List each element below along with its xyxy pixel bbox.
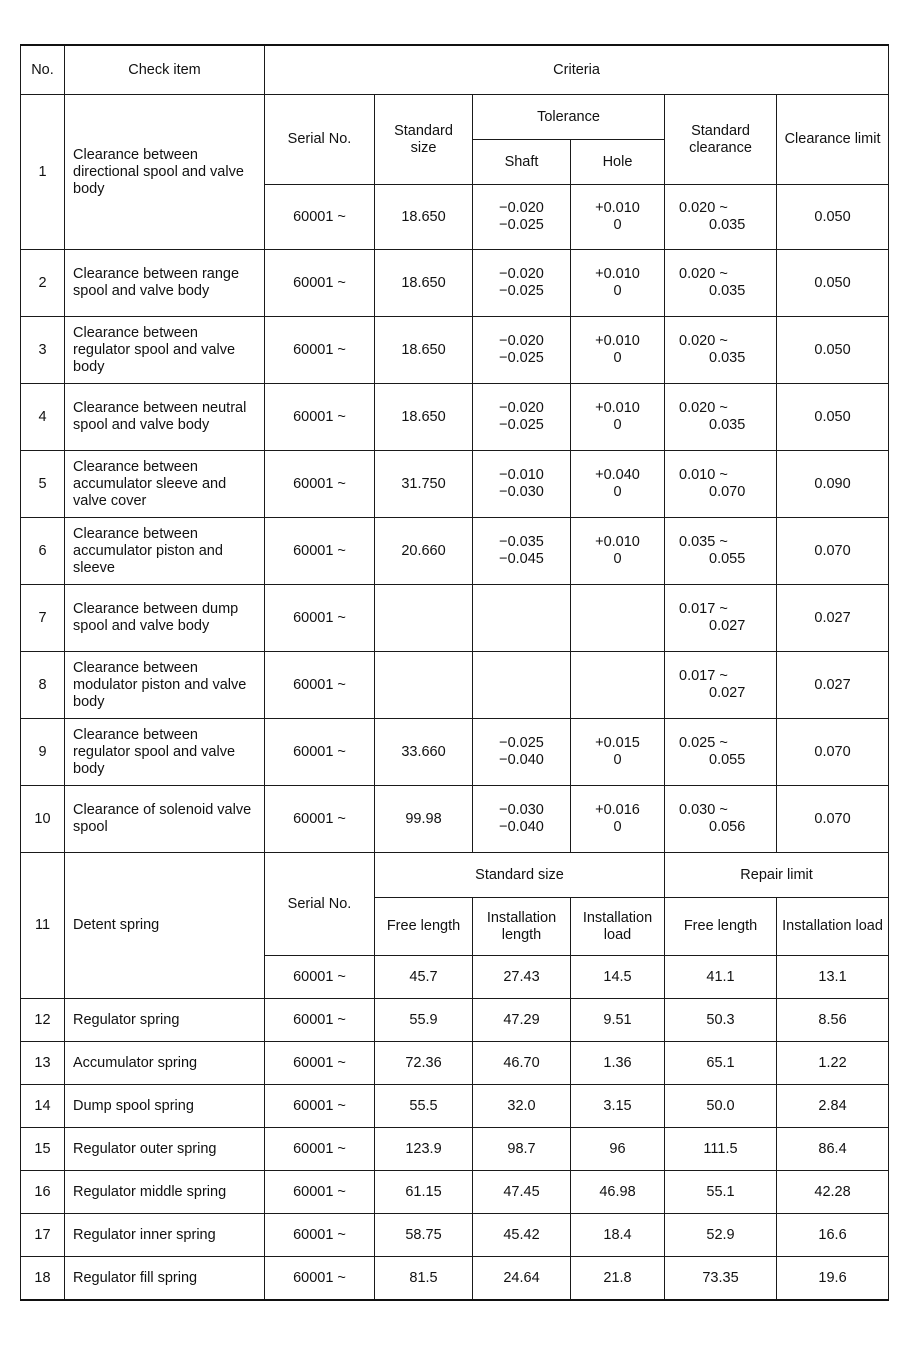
repair-free-length: 41.1 — [665, 956, 777, 999]
standard-size: 33.660 — [375, 719, 473, 786]
hole-upper: +0.010 — [595, 400, 640, 416]
row-no: 5 — [21, 451, 65, 518]
free-length: 72.36 — [375, 1042, 473, 1085]
row-no: 2 — [21, 250, 65, 317]
hole-upper: +0.016 — [595, 802, 640, 818]
clearance-limit: 0.027 — [777, 585, 889, 652]
subheader-shaft: Shaft — [473, 140, 571, 185]
serial-no: 60001 ~ — [265, 185, 375, 250]
serial-no: 60001 ~ — [265, 384, 375, 451]
hole-upper: +0.010 — [595, 534, 640, 550]
subheader-free-length: Free length — [375, 898, 473, 956]
clearance-subheader-row — [21, 95, 889, 140]
row-no: 3 — [21, 317, 65, 384]
check-item: Dump spool spring — [65, 1085, 265, 1128]
shaft-upper: −0.025 — [499, 735, 544, 751]
repair-free-length: 52.9 — [665, 1214, 777, 1257]
shaft-tolerance — [473, 652, 571, 719]
standard-clearance — [665, 451, 777, 518]
installation-load: 3.15 — [571, 1085, 665, 1128]
subheader-repair-limit: Repair limit — [665, 853, 889, 898]
standard-size: 18.650 — [375, 317, 473, 384]
shaft-lower: −0.040 — [499, 819, 544, 835]
shaft-upper: −0.020 — [499, 200, 544, 216]
check-item: Regulator middle spring — [65, 1171, 265, 1214]
serial-no: 60001 ~ — [265, 585, 375, 652]
repair-free-length: 50.3 — [665, 999, 777, 1042]
shaft-upper: −0.030 — [499, 802, 544, 818]
standard-clearance — [665, 384, 777, 451]
clearance-limit: 0.050 — [777, 317, 889, 384]
hole-lower: 0 — [613, 819, 622, 835]
installation-load: 1.36 — [571, 1042, 665, 1085]
spring-subheader-row — [21, 853, 889, 898]
row-no: 18 — [21, 1257, 65, 1301]
hole-upper: +0.010 — [595, 333, 640, 349]
row-no: 13 — [21, 1042, 65, 1085]
serial-no: 60001 ~ — [265, 1171, 375, 1214]
shaft-lower: −0.025 — [499, 417, 544, 433]
repair-installation-load: 16.6 — [777, 1214, 889, 1257]
clearance-limit: 0.070 — [777, 518, 889, 585]
hole-lower: 0 — [613, 484, 622, 500]
hole-tolerance — [571, 185, 665, 250]
spec-table-sheet — [20, 44, 888, 1301]
serial-no: 60001 ~ — [265, 518, 375, 585]
row-no: 1 — [21, 95, 65, 250]
clearance-min: 0.017 ~ — [679, 668, 728, 684]
repair-installation-load: 13.1 — [777, 956, 889, 999]
repair-free-length: 55.1 — [665, 1171, 777, 1214]
header-row — [21, 45, 889, 95]
row-no: 4 — [21, 384, 65, 451]
table-row — [21, 786, 889, 853]
clearance-limit: 0.070 — [777, 786, 889, 853]
hole-upper: +0.040 — [595, 467, 640, 483]
row-no: 12 — [21, 999, 65, 1042]
free-length: 81.5 — [375, 1257, 473, 1301]
check-item: Regulator spring — [65, 999, 265, 1042]
installation-length: 47.29 — [473, 999, 571, 1042]
repair-free-length: 50.0 — [665, 1085, 777, 1128]
hole-tolerance — [571, 451, 665, 518]
subheader-rl-free-length: Free length — [665, 898, 777, 956]
row-no: 17 — [21, 1214, 65, 1257]
hole-upper: +0.010 — [595, 266, 640, 282]
check-item: Clearance between accumulator sleeve and valve cover — [65, 451, 265, 518]
clearance-max: 0.055 — [709, 551, 746, 567]
hole-tolerance — [571, 384, 665, 451]
hole-upper: +0.015 — [595, 735, 640, 751]
row-no: 10 — [21, 786, 65, 853]
hole-lower: 0 — [613, 417, 622, 433]
clearance-max: 0.035 — [709, 283, 746, 299]
serial-no: 60001 ~ — [265, 719, 375, 786]
free-length: 55.5 — [375, 1085, 473, 1128]
installation-length: 24.64 — [473, 1257, 571, 1301]
clearance-limit: 0.070 — [777, 719, 889, 786]
shaft-tolerance — [473, 451, 571, 518]
hole-tolerance — [571, 652, 665, 719]
shaft-tolerance — [473, 518, 571, 585]
row-no: 8 — [21, 652, 65, 719]
subheader-installation-length: Installation length — [473, 898, 571, 956]
repair-installation-load: 19.6 — [777, 1257, 889, 1301]
repair-installation-load: 86.4 — [777, 1128, 889, 1171]
subheader-clearance-limit: Clearance limit — [777, 95, 889, 185]
table-row — [21, 1128, 889, 1171]
check-item: Clearance between regulator spool and valve body — [65, 317, 265, 384]
hole-lower: 0 — [613, 217, 622, 233]
clearance-max: 0.035 — [709, 350, 746, 366]
standard-clearance — [665, 250, 777, 317]
standard-size: 20.660 — [375, 518, 473, 585]
row-no: 15 — [21, 1128, 65, 1171]
standard-size — [375, 585, 473, 652]
table-row — [21, 1171, 889, 1214]
serial-no: 60001 ~ — [265, 1214, 375, 1257]
clearance-max: 0.027 — [709, 618, 746, 634]
installation-length: 47.45 — [473, 1171, 571, 1214]
standard-clearance — [665, 185, 777, 250]
check-item: Accumulator spring — [65, 1042, 265, 1085]
free-length: 58.75 — [375, 1214, 473, 1257]
clearance-min: 0.020 ~ — [679, 333, 728, 349]
hole-upper: +0.010 — [595, 200, 640, 216]
installation-length: 45.42 — [473, 1214, 571, 1257]
serial-no: 60001 ~ — [265, 317, 375, 384]
hole-tolerance — [571, 786, 665, 853]
table-row — [21, 250, 889, 317]
serial-no: 60001 ~ — [265, 956, 375, 999]
standard-clearance — [665, 518, 777, 585]
check-item: Detent spring — [65, 853, 265, 999]
serial-no: 60001 ~ — [265, 999, 375, 1042]
clearance-min: 0.035 ~ — [679, 534, 728, 550]
check-item: Clearance between range spool and valve body — [65, 250, 265, 317]
free-length: 55.9 — [375, 999, 473, 1042]
standard-size: 18.650 — [375, 384, 473, 451]
clearance-max: 0.070 — [709, 484, 746, 500]
serial-no: 60001 ~ — [265, 250, 375, 317]
standard-clearance — [665, 585, 777, 652]
check-item: Clearance between directional spool and valve body — [65, 95, 265, 250]
installation-load: 18.4 — [571, 1214, 665, 1257]
installation-load: 21.8 — [571, 1257, 665, 1301]
hole-tolerance — [571, 585, 665, 652]
serial-no: 60001 ~ — [265, 1085, 375, 1128]
hole-lower: 0 — [613, 350, 622, 366]
check-item: Clearance between modulator piston and valve body — [65, 652, 265, 719]
shaft-tolerance — [473, 185, 571, 250]
clearance-min: 0.030 ~ — [679, 802, 728, 818]
installation-length: 27.43 — [473, 956, 571, 999]
clearance-max: 0.056 — [709, 819, 746, 835]
clearance-min: 0.025 ~ — [679, 735, 728, 751]
free-length: 45.7 — [375, 956, 473, 999]
hole-tolerance — [571, 317, 665, 384]
clearance-limit: 0.050 — [777, 250, 889, 317]
free-length: 61.15 — [375, 1171, 473, 1214]
shaft-lower: −0.045 — [499, 551, 544, 567]
subheader-standard-size: Standard size — [375, 853, 665, 898]
table-row — [21, 1085, 889, 1128]
shaft-tolerance — [473, 384, 571, 451]
standard-size — [375, 652, 473, 719]
shaft-tolerance — [473, 317, 571, 384]
standard-clearance — [665, 719, 777, 786]
shaft-upper: −0.010 — [499, 467, 544, 483]
subheader-standard-clearance: Standard clearance — [665, 95, 777, 185]
serial-no: 60001 ~ — [265, 451, 375, 518]
shaft-lower: −0.025 — [499, 350, 544, 366]
row-no: 6 — [21, 518, 65, 585]
repair-installation-load: 1.22 — [777, 1042, 889, 1085]
repair-free-length: 73.35 — [665, 1257, 777, 1301]
table-row — [21, 1257, 889, 1301]
standard-clearance — [665, 652, 777, 719]
clearance-min: 0.020 ~ — [679, 266, 728, 282]
spec-table — [20, 44, 889, 1301]
standard-clearance — [665, 317, 777, 384]
clearance-max: 0.035 — [709, 417, 746, 433]
check-item: Regulator outer spring — [65, 1128, 265, 1171]
installation-load: 14.5 — [571, 956, 665, 999]
clearance-limit: 0.090 — [777, 451, 889, 518]
row-no: 16 — [21, 1171, 65, 1214]
installation-length: 32.0 — [473, 1085, 571, 1128]
serial-no: 60001 ~ — [265, 786, 375, 853]
table-row — [21, 999, 889, 1042]
serial-no: 60001 ~ — [265, 1257, 375, 1301]
standard-size: 99.98 — [375, 786, 473, 853]
header-no: No. — [21, 45, 65, 95]
table-row — [21, 585, 889, 652]
clearance-max: 0.027 — [709, 685, 746, 701]
shaft-upper: −0.020 — [499, 333, 544, 349]
shaft-lower: −0.040 — [499, 752, 544, 768]
hole-lower: 0 — [613, 752, 622, 768]
installation-load: 96 — [571, 1128, 665, 1171]
clearance-limit: 0.050 — [777, 185, 889, 250]
installation-length: 98.7 — [473, 1128, 571, 1171]
hole-lower: 0 — [613, 551, 622, 567]
table-row — [21, 1214, 889, 1257]
check-item: Clearance of solenoid valve spool — [65, 786, 265, 853]
subheader-hole: Hole — [571, 140, 665, 185]
standard-clearance — [665, 786, 777, 853]
check-item: Clearance between neutral spool and valve body — [65, 384, 265, 451]
clearance-min: 0.010 ~ — [679, 467, 728, 483]
table-row — [21, 719, 889, 786]
clearance-limit: 0.050 — [777, 384, 889, 451]
check-item: Regulator fill spring — [65, 1257, 265, 1301]
shaft-lower: −0.025 — [499, 217, 544, 233]
clearance-max: 0.035 — [709, 217, 746, 233]
clearance-min: 0.020 ~ — [679, 400, 728, 416]
standard-size: 31.750 — [375, 451, 473, 518]
clearance-limit: 0.027 — [777, 652, 889, 719]
shaft-lower: −0.030 — [499, 484, 544, 500]
repair-installation-load: 2.84 — [777, 1085, 889, 1128]
subheader-tolerance: Tolerance — [473, 95, 665, 140]
check-item: Clearance between regulator spool and valve body — [65, 719, 265, 786]
clearance-max: 0.055 — [709, 752, 746, 768]
hole-lower: 0 — [613, 283, 622, 299]
clearance-min: 0.017 ~ — [679, 601, 728, 617]
installation-length: 46.70 — [473, 1042, 571, 1085]
installation-load: 46.98 — [571, 1171, 665, 1214]
shaft-upper: −0.020 — [499, 266, 544, 282]
shaft-tolerance — [473, 250, 571, 317]
shaft-tolerance — [473, 719, 571, 786]
row-no: 9 — [21, 719, 65, 786]
subheader-serial-no: Serial No. — [265, 853, 375, 956]
hole-tolerance — [571, 719, 665, 786]
table-row — [21, 1042, 889, 1085]
subheader-installation-load: Installation load — [571, 898, 665, 956]
table-row — [21, 384, 889, 451]
row-no: 14 — [21, 1085, 65, 1128]
header-check-item: Check item — [65, 45, 265, 95]
serial-no: 60001 ~ — [265, 652, 375, 719]
table-row — [21, 451, 889, 518]
subheader-standard-size: Standard size — [375, 95, 473, 185]
repair-free-length: 111.5 — [665, 1128, 777, 1171]
repair-free-length: 65.1 — [665, 1042, 777, 1085]
clearance-min: 0.020 ~ — [679, 200, 728, 216]
table-row — [21, 518, 889, 585]
check-item: Regulator inner spring — [65, 1214, 265, 1257]
shaft-upper: −0.020 — [499, 400, 544, 416]
shaft-lower: −0.025 — [499, 283, 544, 299]
table-row — [21, 652, 889, 719]
installation-load: 9.51 — [571, 999, 665, 1042]
serial-no: 60001 ~ — [265, 1128, 375, 1171]
row-no: 7 — [21, 585, 65, 652]
hole-tolerance — [571, 518, 665, 585]
header-criteria: Criteria — [265, 45, 889, 95]
shaft-tolerance — [473, 585, 571, 652]
subheader-rl-installation-load: Installation load — [777, 898, 889, 956]
repair-installation-load: 42.28 — [777, 1171, 889, 1214]
shaft-tolerance — [473, 786, 571, 853]
standard-size: 18.650 — [375, 250, 473, 317]
check-item: Clearance between dump spool and valve body — [65, 585, 265, 652]
subheader-serial-no: Serial No. — [265, 95, 375, 185]
row-no: 11 — [21, 853, 65, 999]
free-length: 123.9 — [375, 1128, 473, 1171]
table-row — [21, 317, 889, 384]
check-item: Clearance between accumulator piston and sleeve — [65, 518, 265, 585]
serial-no: 60001 ~ — [265, 1042, 375, 1085]
standard-size: 18.650 — [375, 185, 473, 250]
shaft-upper: −0.035 — [499, 534, 544, 550]
hole-tolerance — [571, 250, 665, 317]
repair-installation-load: 8.56 — [777, 999, 889, 1042]
